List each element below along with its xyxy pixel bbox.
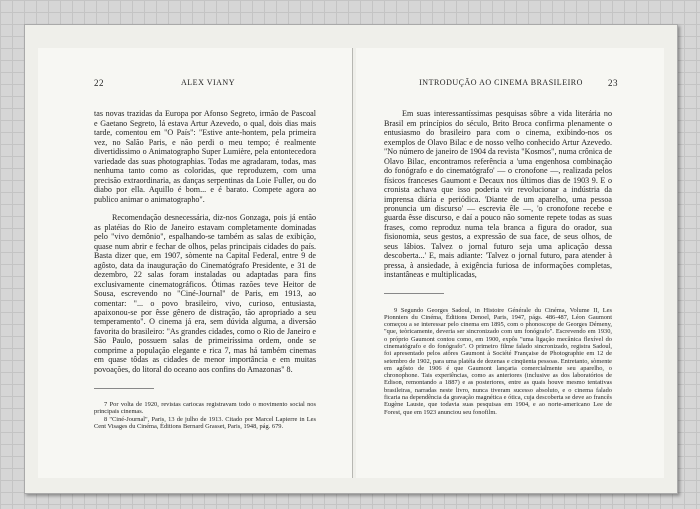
footnote-divider — [94, 388, 154, 389]
right-page — [356, 48, 664, 478]
left-page-body — [94, 100, 316, 440]
right-running-head: INTRODUÇÃO AO CINEMA BRASILEIRO — [419, 78, 583, 87]
right-paragraph-1: Em suas interessantíssimas pesquisas sôbre a vida literária no Brasil em princípios do século, Brito Broca confirma plenamente o entusiasmo do brasileiro para com o cinema, exibindo-nos os exemplos de Olavo Bilac e de nosso velho conhecido Artur Azevedo. "No número de janeiro de 1904 da revista "Kosmos", numa crônica de Olavo Bilac, encontramos referência a 'uma engenhosa combinação do fonógrafo e do cinematógrafo' — o cronofone —, realizada pelos físicos franceses Gaumont e Decaux nos últimos dias de 1903 9. E o cronista achava que isso poderia vir revolucionar a indústria da imprensa diária e periódica. 'Diante de um aparelho, uma pessoa pronuncia um discurso' — escrevia êle —, 'o cronofone recebe e guarda êsse discurso, e daí a pouco não somente repete todas as suas frases, como reproduz numa tela branca a figura do orador, sua fisionomia, seus gestos, a expressão de sua face, de seus olhos, de seus lábios. Talvez o jornal futuro seja uma aplicação dessa descoberta...' E, mais adiante: 'Talvez o jornal futuro, para atender à pressa, à ansiedade, à exigência furiosa de informações completas, instantâneas e multiplicadas, — [384, 109, 612, 280]
right-page-body — [384, 100, 612, 425]
left-paragraph-1: tas novas trazidas da Europa por Afonso Segreto, irmão de Pascoal e Gaetano Segreto, lá estava Artur Azevedo, o qual, dois dias mais tarde, comentou em "O País": "Estive ante-hontem, pela primeira vez, no Salão Paris, e não perdi o meu tempo; é realmente divertidissimo o Animatographo Super Lumière, pela entontecedora variedade das suas photographias. Todas me agradaram, todas, mas nenhuma tanto como as coloridas, que reproduzem, com uma precisão extraordinaria, as danças serpentinas da Loie Fuller, ou do diabo por ella. Aquillo é bom... e é barato. Compete agora ao publico animar o animatographo". — [94, 109, 316, 204]
right-page-number: 23 — [608, 78, 618, 88]
right-page-header — [384, 78, 618, 90]
footnote-8: 8 "Ciné-Journal", Paris, 13 de julho de 1913. Citado por Marcel Lapierre in Les Cent Visages du Cinéma, Éditions Bernard Grasset, Paris, 1948, pág. 679. — [94, 415, 316, 430]
right-footnotes — [384, 307, 612, 416]
footnote-7: 7 Por volta de 1920, revistas cariocas registravam todo o movimento social nos principais cinemas. — [94, 401, 316, 416]
left-page-header — [94, 78, 322, 90]
footnote-9: 9 Segundo Georges Sadoul, in Histoire Générale du Cinéma, Volume II, Les Pionniers du Cinéma, Éditions Denoel, Paris, 1947, págs. 486-487, Léon Gaumont começou a se interessar pelo cinema em 1895, com o phonoscope de Georges Démeny, "que, teòricamente, deveria ser sincronizado com um fonógrafo". Escrevendo em 1930, o próprio Gaumont contou como, em 1900, expôs "uma ligação mecânica flexível do cinematógrafo e do fonógrafo". O primeiro filme falado sincronizado, registra Sadoul, foi apresentado pelos atôres Gaumont à Société Française de Photographie em 12 de setembro de 1902, para uma platéia de dezenas e cinqüenta pessoas. Entretanto, sòmente em agôsto de 1906 é que Gaumont lançaria comercialmente seu aparelho, o chronophone. Tais experiências, como as anteriores (inclusive as dos laboratórios de Edison, remontando a 1887) e as posteriores, entre as quais houve mesmo tentativas brasileiras, narradas neste livro, nunca tiveram sucesso absoluto, e o cinema falado ficaria na dependência da gravação magnética e ótica, cuja descoberta se deve ao francês Eugène Lauste, que todavia suas pesquisas em 1904, e ao norte-americano Lee de Forest, que em 1923 anunciou seu fonofilm. — [384, 306, 612, 416]
left-page — [38, 48, 353, 478]
left-running-head: ALEX VIANY — [181, 78, 235, 87]
footnote-divider — [384, 293, 444, 294]
left-footnotes — [94, 401, 316, 430]
left-page-number: 22 — [94, 78, 104, 88]
left-paragraph-2: Recomendação desnecessária, diz-nos Gonzaga, pois já então as platéias do Rio de Janeiro estavam completamente dominadas pelo "vivo demônio", espalhando-se também as salas de exibição, quase num abrir e fechar de olhos, pelas principais cidades do país. Basta dizer que, em 1907, sòmente na Capital Federal, entre 9 de agôsto, data da inauguração do Cinematógrafo Presidente, e 31 de dezembro, 22 salas foram instaladas ou adaptadas para fins exclusivamente cinematográficos. Ótimas razões teve Heitor de Sousa, escrevendo no "Ciné-Journal" de Paris, em 1913, ao comentar: "... o povo brasileiro, vivo, curioso, entusiasta, apaixonou-se por êsse gênero de distração, tão apropriado a seu temperamento". O cinema já era, sem dúvida alguma, a diversão favorita do brasileiro: "As grandes cidades, como o Rio de Janeiro e São Paulo, possuem salas de primeiríssima ordem, onde se comprime a população elegante e rica 7, mas há também cinemas em quase tôdas as cidades de menor importância e em muitas povoações, do litoral do oceano aos confins do Amazonas" 8. — [94, 213, 316, 374]
